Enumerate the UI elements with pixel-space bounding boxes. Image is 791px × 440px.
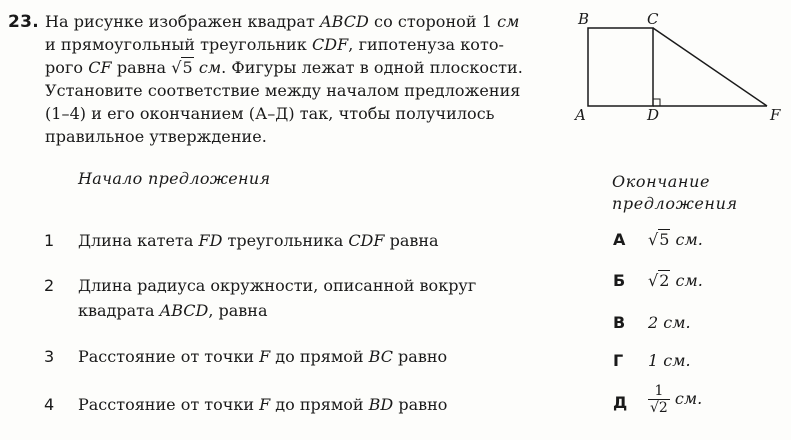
text-run: и прямоугольный треугольник bbox=[45, 35, 312, 54]
math-symbol: CF bbox=[88, 58, 112, 77]
text-run: до прямой bbox=[270, 347, 369, 366]
numerator: 1 bbox=[648, 383, 670, 400]
row-number: 1 bbox=[44, 231, 55, 250]
radicand: 5 bbox=[182, 58, 193, 77]
math-symbol: CDF bbox=[348, 231, 385, 250]
text-run: равно bbox=[392, 347, 448, 366]
math-symbol: CDF bbox=[311, 35, 349, 54]
text-run: 2 см. bbox=[648, 313, 691, 332]
option-letter: Б bbox=[613, 271, 626, 290]
radical-sign: √ bbox=[171, 58, 182, 77]
text-run: Длина катета bbox=[78, 231, 199, 250]
text-run: до прямой bbox=[270, 395, 369, 414]
math-symbol: BD bbox=[368, 395, 394, 414]
sentence-start-text bbox=[78, 395, 447, 414]
math-symbol: FD bbox=[198, 231, 223, 250]
column-header-end-line2: предложения bbox=[612, 194, 738, 213]
square-root bbox=[648, 230, 670, 249]
text-run: правильное утверждение. bbox=[45, 127, 267, 146]
text-run: треугольника bbox=[222, 231, 349, 250]
text-run: Длина радиуса окружности, описанной вокруг bbox=[78, 276, 477, 295]
text-run: Расстояние от точки bbox=[78, 347, 260, 366]
square-abcd bbox=[588, 28, 653, 106]
fraction bbox=[648, 383, 670, 416]
problem-number: 23. bbox=[8, 12, 40, 32]
radicand: 5 bbox=[659, 230, 670, 249]
option-value bbox=[648, 383, 702, 416]
text-run: см. bbox=[670, 271, 703, 290]
row-number: 3 bbox=[44, 347, 55, 366]
math-symbol: см bbox=[497, 12, 520, 31]
sentence-start-text bbox=[78, 301, 268, 320]
label-f: F bbox=[770, 106, 781, 124]
square-root bbox=[171, 58, 193, 77]
sentence-start-text bbox=[78, 347, 447, 366]
label-b: B bbox=[578, 10, 590, 28]
row-number: 2 bbox=[44, 276, 55, 295]
option-value bbox=[648, 230, 703, 249]
denominator: √2 bbox=[650, 400, 668, 416]
right-angle-mark bbox=[653, 99, 660, 106]
radicand: 2 bbox=[659, 271, 670, 290]
statement-line bbox=[45, 104, 494, 123]
label-d: D bbox=[647, 106, 660, 124]
option-value bbox=[648, 313, 691, 332]
math-symbol: ABCD bbox=[159, 301, 209, 320]
label-c: C bbox=[647, 10, 659, 28]
option-letter: Д bbox=[613, 393, 628, 412]
radical-sign: √ bbox=[648, 230, 659, 249]
statement-line bbox=[45, 58, 523, 77]
text-run: . Фигуры лежат в одной плоскости. bbox=[221, 58, 523, 77]
math-symbol: ABCD bbox=[320, 12, 369, 31]
option-letter: Г bbox=[613, 351, 624, 370]
text-run: Установите соответствие между началом предложения bbox=[45, 81, 521, 100]
math-symbol: см bbox=[193, 58, 222, 77]
sentence-start-text bbox=[78, 231, 439, 250]
text-run: На рисунке изображен квадрат bbox=[45, 12, 321, 31]
option-letter: А bbox=[613, 230, 626, 249]
square-root bbox=[648, 271, 670, 290]
text-run: со стороной 1 bbox=[368, 12, 498, 31]
statement-line bbox=[45, 12, 519, 31]
text-run: (1–4) и его окончанием (А–Д) так, чтобы получилось bbox=[45, 104, 495, 123]
text-run: равно bbox=[393, 395, 448, 414]
sentence-start-text bbox=[78, 276, 476, 295]
option-value bbox=[648, 271, 703, 290]
option-letter: В bbox=[613, 313, 626, 332]
statement-line bbox=[45, 81, 520, 100]
option-value bbox=[648, 351, 691, 370]
column-header-start: Начало предложения bbox=[78, 169, 271, 188]
math-symbol: BC bbox=[368, 347, 393, 366]
label-a: A bbox=[575, 106, 586, 124]
math-symbol: F bbox=[259, 395, 271, 414]
text-run: 1 см. bbox=[648, 351, 691, 370]
radical-sign: √ bbox=[648, 271, 659, 290]
text-run: Расстояние от точки bbox=[78, 395, 260, 414]
text-run: квадрата bbox=[78, 301, 160, 320]
geometry-diagram bbox=[570, 10, 785, 125]
column-header-end-line1: Окончание bbox=[612, 172, 711, 191]
text-run: равна bbox=[111, 58, 172, 77]
row-number: 4 bbox=[44, 395, 55, 414]
text-run: см. bbox=[670, 230, 703, 249]
statement-line bbox=[45, 127, 267, 146]
text-run: , гипотенуза кото- bbox=[348, 35, 504, 54]
statement-line bbox=[45, 35, 504, 54]
text-run: равна bbox=[384, 231, 439, 250]
math-symbol: F bbox=[259, 347, 271, 366]
text-run: рого bbox=[45, 58, 89, 77]
column-header-end bbox=[612, 171, 738, 215]
text-run: , равна bbox=[208, 301, 268, 320]
hypotenuse-cf bbox=[653, 28, 767, 106]
text-run: см. bbox=[669, 389, 703, 408]
